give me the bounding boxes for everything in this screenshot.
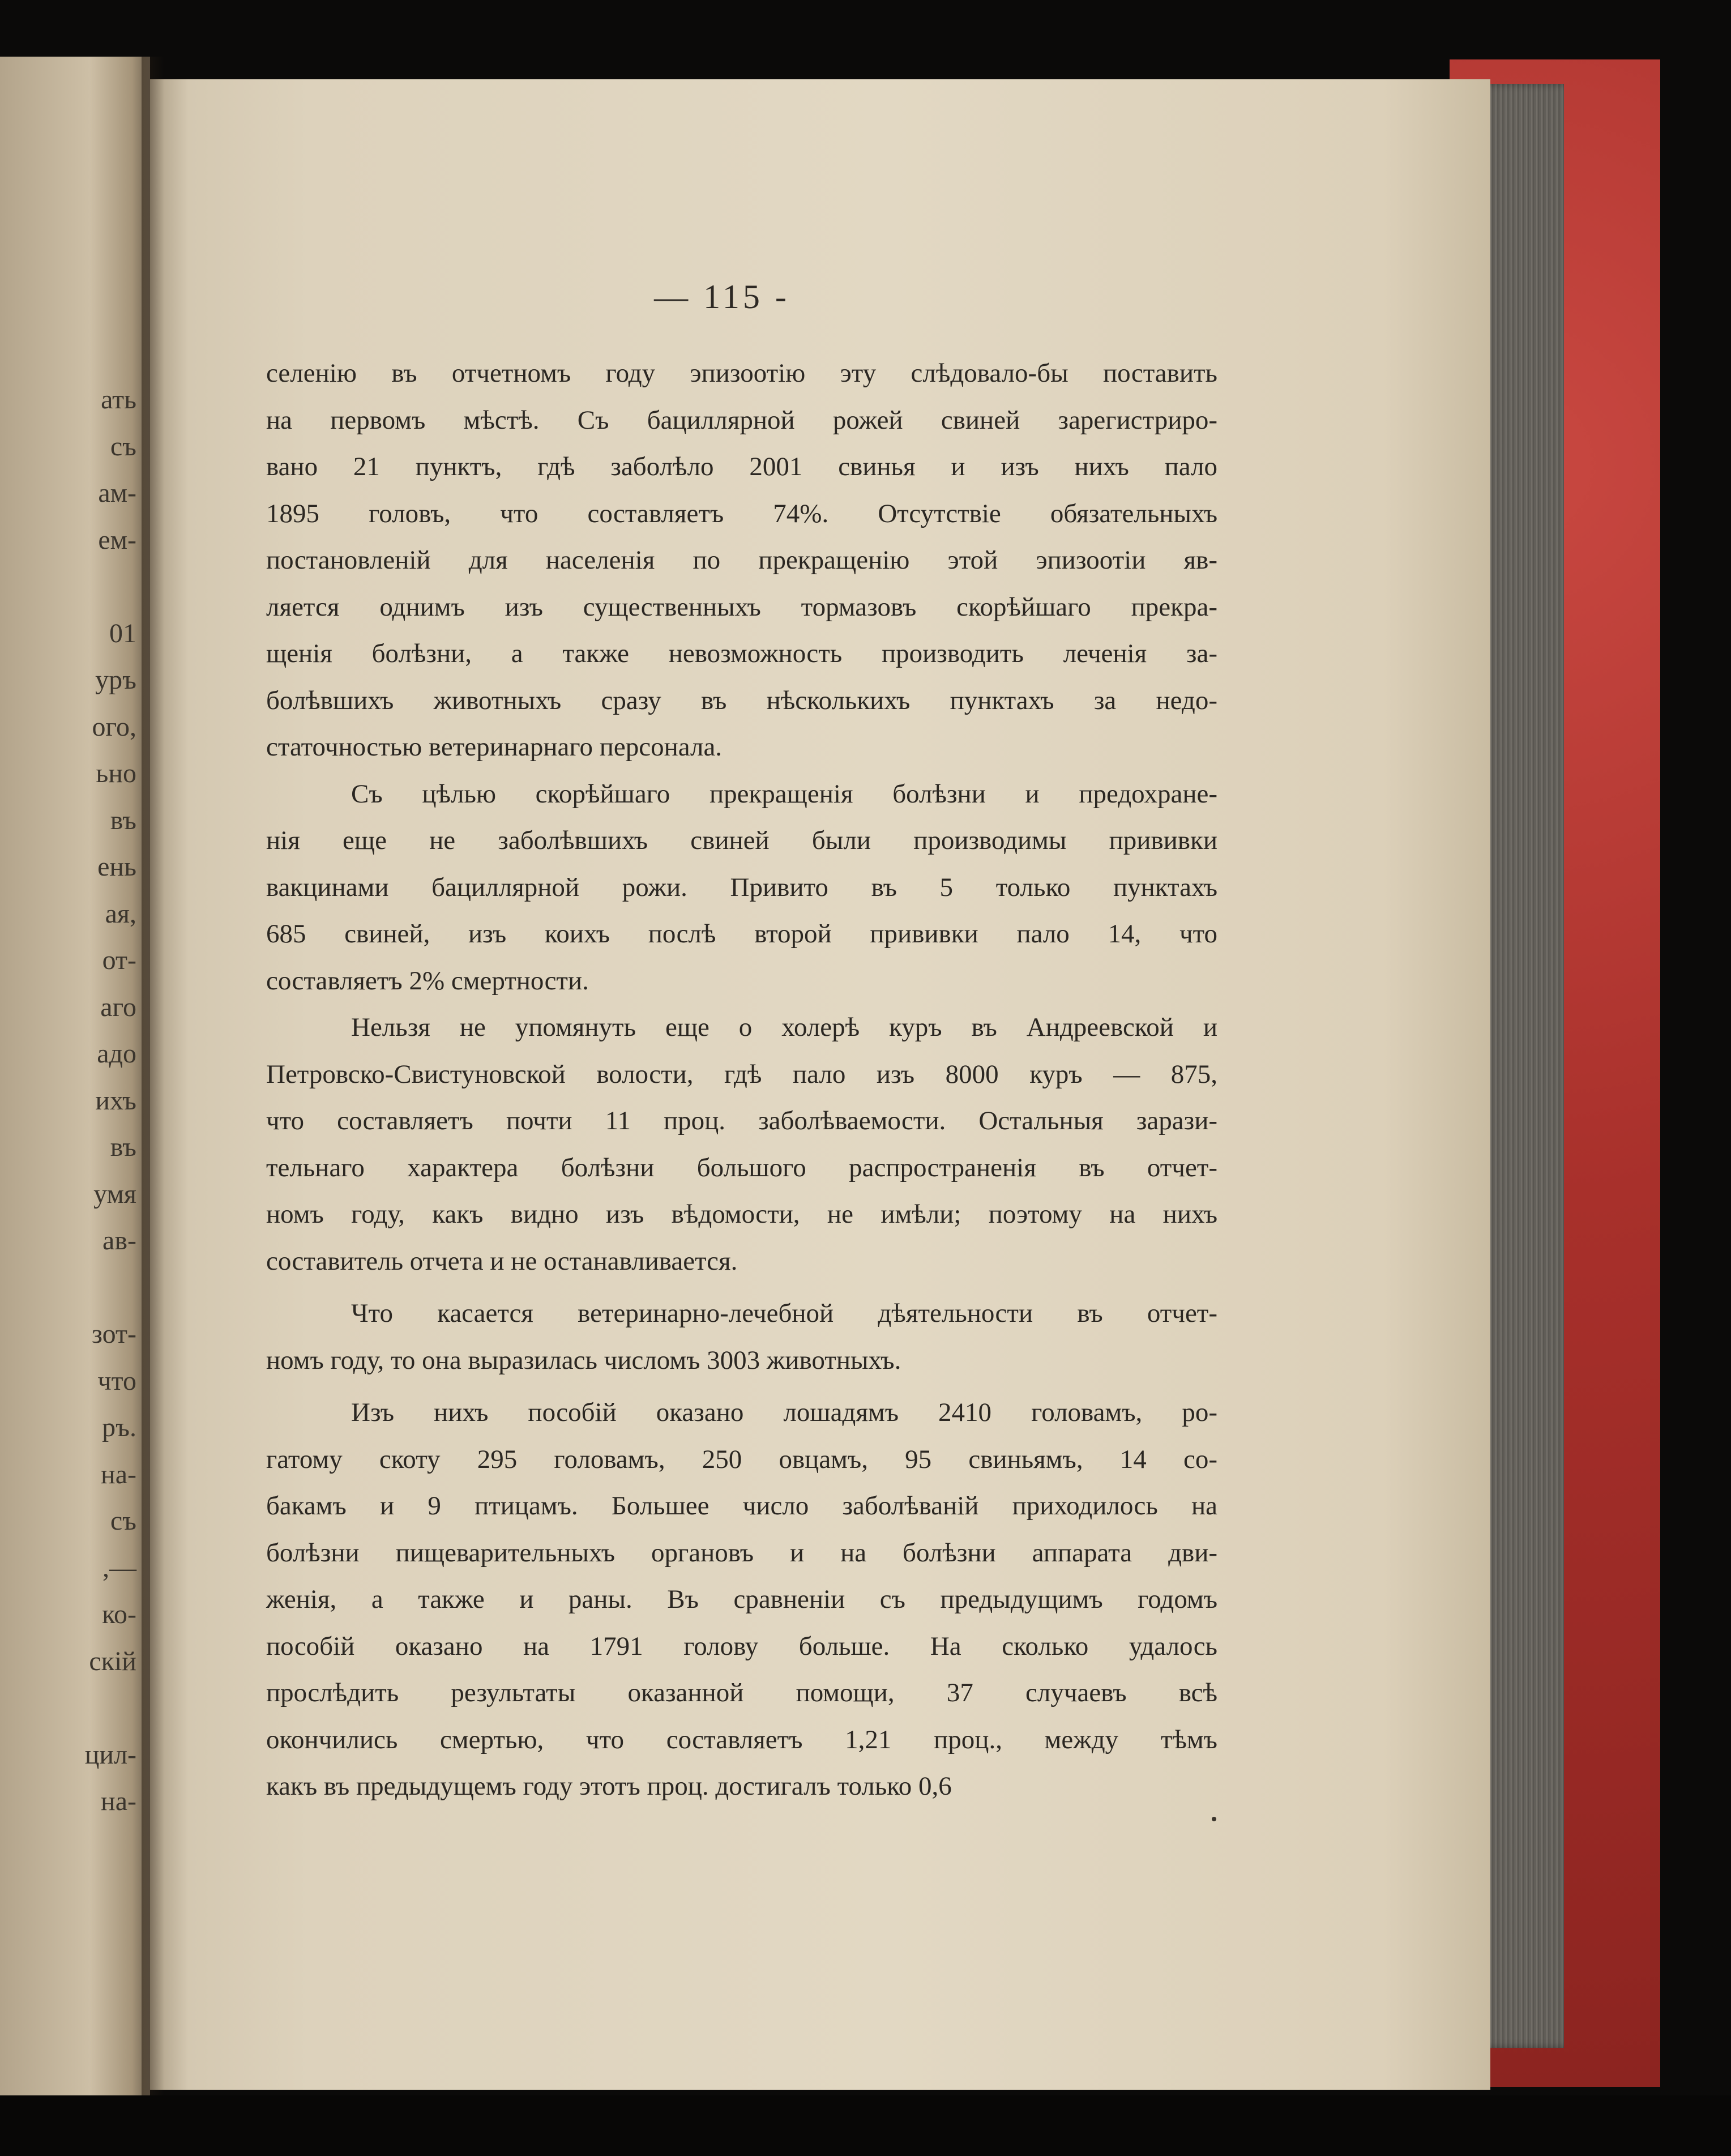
text-line: 1895 головъ, что составляетъ 74%. Отсутствіе обязательныхъ [266,498,1217,528]
text-line: болѣзни пищеварительныхъ органовъ и на болѣзни аппарата дви- [266,1538,1217,1568]
text-line: пособій оказано на 1791 голову больше. На сколько удалось [266,1631,1217,1661]
left-page-fragment: съ [110,1506,136,1536]
text-line: тельнаго характера болѣзни большого распространенія въ отчет- [266,1152,1217,1182]
text-line: ляется однимъ изъ существенныхъ тормазовъ скорѣйшаго прекра- [266,592,1217,622]
left-page-fragment: аго [100,992,136,1022]
left-page-fragment: съ [110,431,136,462]
left-page-fragment [23,1265,136,1312]
left-page-fragment [23,563,136,610]
text-line: прослѣдить результаты оказанной помощи, 37 случаевъ всѣ [266,1678,1217,1707]
left-page-fragment: цил- [84,1739,136,1770]
text-line: на первомъ мѣстѣ. Съ бациллярной рожей свиней зарегистриро- [266,405,1217,435]
left-page-text [23,377,136,1825]
scan-background [0,2095,1731,2156]
left-page-fragment: скій [89,1646,136,1676]
text-line: номъ году, то она выразилась числомъ 3003 животныхъ. [266,1345,901,1375]
text-line: какъ въ предыдущемъ году этотъ проц. достигалъ только 0,6 [266,1771,952,1801]
text-line: окончились смертью, что составляетъ 1,21 проц., между тѣмъ [266,1724,1217,1754]
text-line: селенію въ отчетномъ году эпизоотію эту слѣдовало-бы поставить [266,358,1217,388]
left-page-fragment: ,— [102,1552,136,1583]
text-line: Петровско-Свистуновской волости, гдѣ пало изъ 8000 куръ — 875, [266,1059,1217,1089]
paragraph-gap [266,1384,1217,1389]
left-page-fragment: умя [93,1179,136,1209]
left-page-fragment: въ [110,1132,136,1162]
left-page-fragment: ам- [98,478,136,508]
left-page-fragment: ая, [105,898,136,929]
left-page-fragment: ого, [92,711,136,742]
page-body-text [266,350,1217,1810]
text-line: номъ году, какъ видно изъ вѣдомости, не имѣли; поэтому на нихъ [266,1199,1217,1229]
text-line: Нельзя не упомянуть еще о холерѣ куръ въ Андреевской и [351,1013,1217,1042]
left-page-fragment: ав- [102,1226,136,1256]
paragraph-gap [266,1284,1217,1290]
left-page-fragment: 01 [109,618,136,648]
text-line: составляетъ 2% смертности. [266,966,589,996]
text-line: Что касается ветеринарно-лечебной дѣятельности въ отчет- [351,1299,1217,1328]
left-page-fragment: ръ. [102,1412,136,1442]
left-page-fragment: ем- [98,524,136,555]
text-line: женія, а также и раны. Въ сравненіи съ предыдущимъ годомъ [266,1585,1217,1614]
text-line: постановленій для населенія по прекращенію этой эпизоотіи яв- [266,545,1217,575]
text-line: статочностью ветеринарнаго персонала. [266,732,723,762]
left-page-fragment: уръ [95,665,136,695]
text-line: вакцинами бациллярной рожи. Привито въ 5 только пунктахъ [266,872,1217,902]
left-page-fragment: ень [97,852,136,882]
left-page-fragment: от- [102,945,136,975]
text-line: щенія болѣзни, а также невозможность производить леченія за- [266,639,1217,668]
left-page-fragment: на- [101,1786,136,1816]
left-page [0,57,150,2107]
text-line: составитель отчета и не останавливается. [266,1246,738,1276]
text-line: нія еще не заболѣвшихъ свиней были производимы прививки [266,826,1217,855]
left-page-fragment: ихъ [95,1085,136,1116]
text-line: Изъ нихъ пособій оказано лошадямъ 2410 головамъ, ро- [351,1398,1217,1427]
left-page-fragment: ьно [96,758,136,788]
text-line: бакамъ и 9 птицамъ. Большее число заболѣваній приходилось на [266,1491,1217,1521]
left-page-fragment: зот- [91,1319,136,1349]
text-line: гатому скоту 295 головамъ, 250 овцамъ, 95 свиньямъ, 14 со- [266,1444,1217,1474]
ink-dot [1212,1817,1216,1821]
page-edges [1479,84,1564,2048]
text-line: что составляетъ почти 11 проц. заболѣваемости. Остальныя зарази- [266,1106,1217,1135]
left-page-fragment: что [97,1365,136,1396]
left-page-fragment: на- [101,1459,136,1489]
left-page-fragment: ко- [102,1599,136,1629]
page-number: — 115 - [654,278,790,315]
text-line: 685 свиней, изъ коихъ послѣ второй прививки пало 14, что [266,919,1217,949]
left-page-fragment: адо [97,1039,136,1069]
left-page-fragment: въ [110,805,136,835]
left-page-fragment [23,1685,136,1732]
spine-shadow [142,57,164,2107]
text-line: болѣвшихъ животныхъ сразу въ нѣсколькихъ пунктахъ за недо- [266,685,1217,715]
text-line: Съ цѣлью скорѣйшаго прекращенія болѣзни и предохране- [351,779,1217,809]
left-page-fragment: ать [101,385,136,415]
text-line: вано 21 пунктъ, гдѣ заболѣло 2001 свинья и изъ нихъ пало [266,452,1217,481]
